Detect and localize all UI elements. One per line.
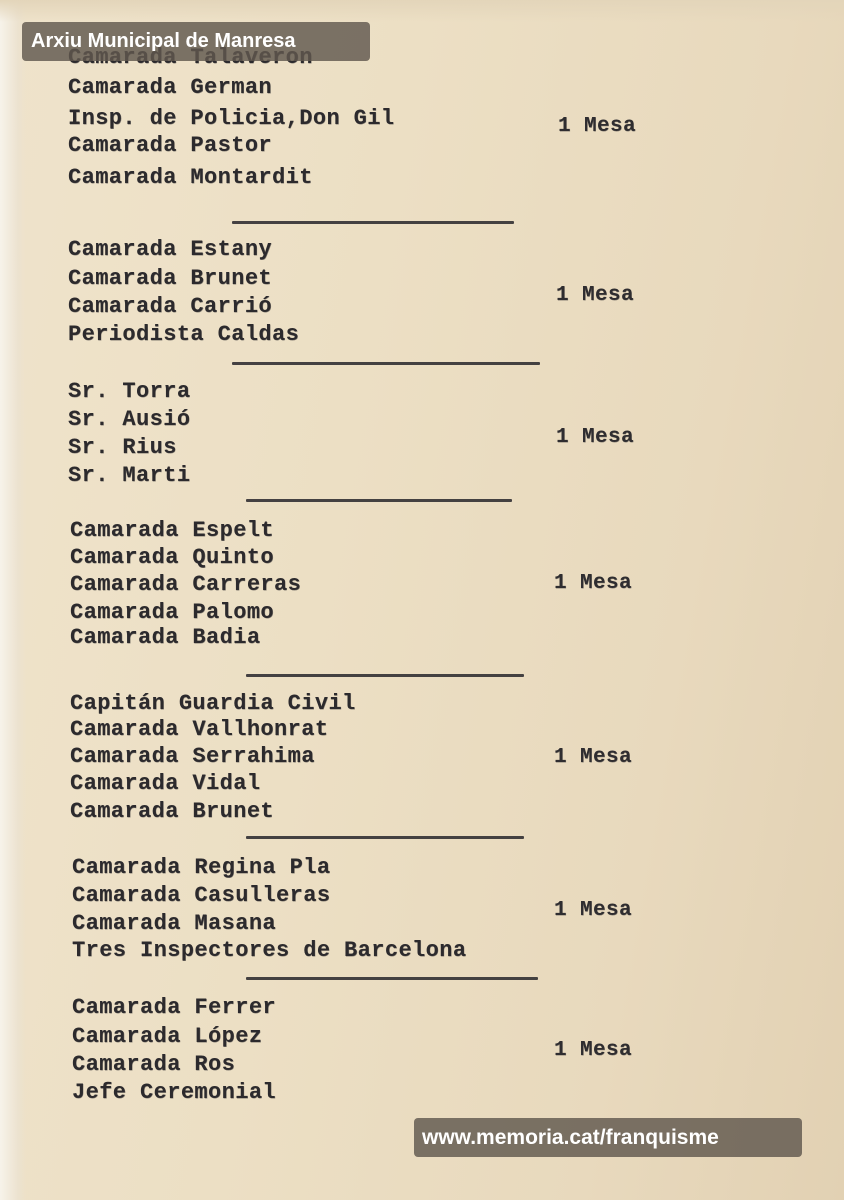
- table-count: 1 Mesa: [556, 426, 635, 449]
- guest-name: Camarada Vallhonrat: [70, 717, 329, 742]
- separator-rule: [232, 362, 540, 365]
- guest-name: Camarada Ros: [72, 1052, 236, 1077]
- table-count: 1 Mesa: [554, 746, 633, 769]
- guest-name: Camarada Palomo: [70, 600, 275, 625]
- table-count: 1 Mesa: [554, 899, 633, 922]
- paper-fold-shadow: [0, 0, 844, 22]
- guest-name: Camarada Carreras: [70, 572, 302, 597]
- guest-name: Camarada Estany: [68, 237, 273, 262]
- guest-name: Jefe Ceremonial: [72, 1080, 277, 1105]
- separator-rule: [246, 499, 512, 502]
- guest-name: Camarada Brunet: [70, 799, 275, 824]
- guest-name: Camarada Espelt: [70, 518, 275, 543]
- guest-name: Camarada Casulleras: [72, 883, 331, 908]
- website-watermark: www.memoria.cat/franquisme: [414, 1118, 802, 1157]
- guest-name: Camarada Quinto: [70, 545, 275, 570]
- guest-name: Capitán Guardia Civil: [70, 691, 356, 716]
- guest-name: Camarada Badia: [70, 625, 261, 650]
- guest-name: Sr. Ausió: [68, 407, 191, 432]
- table-count: 1 Mesa: [556, 284, 635, 307]
- guest-name: Sr. Torra: [68, 379, 191, 404]
- separator-rule: [246, 674, 524, 677]
- separator-rule: [246, 836, 524, 839]
- guest-name: Camarada Serrahima: [70, 744, 315, 769]
- guest-name: Camarada Brunet: [68, 266, 273, 291]
- guest-name: Camarada Regina Pla: [72, 855, 331, 880]
- guest-name: Camarada Carrió: [68, 294, 273, 319]
- guest-name: Camarada López: [72, 1024, 263, 1049]
- archive-watermark: Arxiu Municipal de Manresa: [22, 22, 370, 61]
- separator-rule: [232, 221, 514, 224]
- guest-name: Camarada German: [68, 75, 273, 100]
- guest-name: Sr. Rius: [68, 435, 177, 460]
- guest-name: Tres Inspectores de Barcelona: [72, 938, 467, 963]
- table-count: 1 Mesa: [558, 115, 637, 138]
- guest-name: Sr. Marti: [68, 463, 191, 488]
- guest-name: Camarada Vidal: [70, 771, 261, 796]
- guest-name: Camarada Masana: [72, 911, 277, 936]
- guest-name: Insp. de Policia,Don Gil: [68, 106, 395, 131]
- table-count: 1 Mesa: [554, 572, 633, 595]
- separator-rule: [246, 977, 538, 980]
- table-count: 1 Mesa: [554, 1039, 633, 1062]
- guest-name: Camarada Ferrer: [72, 995, 277, 1020]
- guest-name: Periodista Caldas: [68, 322, 300, 347]
- guest-name: Camarada Montardit: [68, 165, 313, 190]
- guest-name: Camarada Pastor: [68, 133, 273, 158]
